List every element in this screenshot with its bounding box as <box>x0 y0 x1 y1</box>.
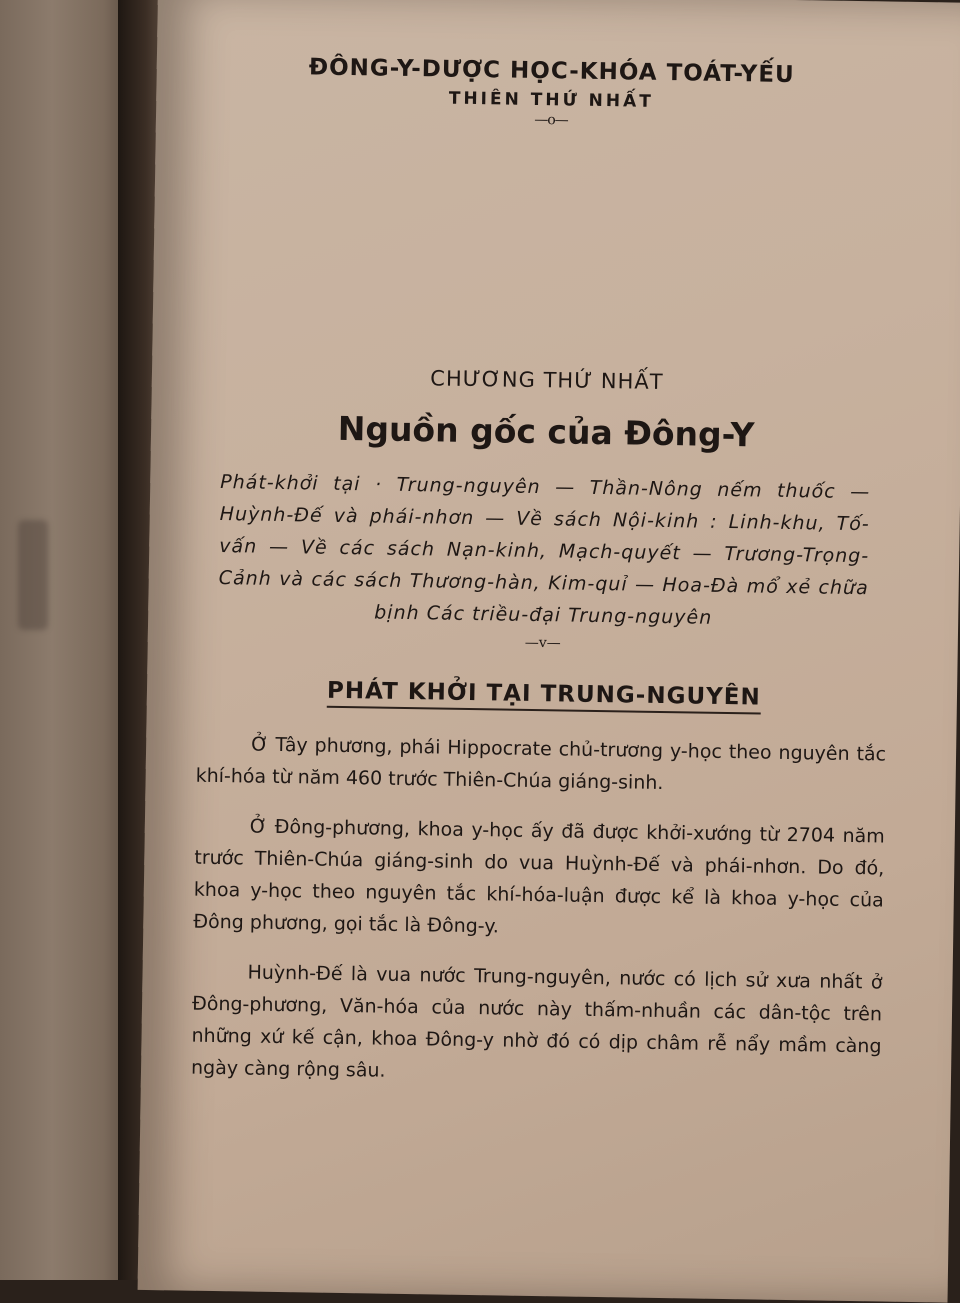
left-page-ink-bleed <box>18 520 48 630</box>
header-ornament: —o— <box>534 111 568 129</box>
chapter-title: Nguồn gốc của Đông-Y <box>337 408 755 455</box>
part-title: THIÊN THỨ NHẤT <box>448 88 654 112</box>
book-page <box>138 0 960 1303</box>
section-heading: PHÁT KHỞI TẠI TRUNG-NGUYÊN <box>327 678 761 715</box>
chapter-summary: Phát-khởi tại · Trung-nguyên — Thần-Nông nếm thuốc — Huỳnh-Đế và phái-nhơn — Về sách Nội-kinh : Linh-khu, Tố-vấn — Về các sách Nạn-kinh, Mạch-quyết — Trương-Trọng-Cảnh và các sách Thương-hàn, Kim-quỉ — Hoa-Đà mổ xẻ chữa bịnh Các triều-đại Trung-nguyên <box>218 471 871 629</box>
paragraph-3: Huỳnh-Đế là vua nước Trung-nguyên, nước có lịch sử xưa nhất ở Đông-phương, Văn-hóa của nước này thấm-nhuần các dân-tộc trên những xứ kế cận, khoa Đông-y nhờ đó có dịp châm rễ nẩy mầm càng ngày càng rộng sâu. <box>190 961 883 1082</box>
page-content <box>190 53 887 1094</box>
paragraph-2: Ở Đông-phương, khoa y-học ấy đã được khởi-xướng từ 2704 năm trước Thiên-Chúa giáng-sinh do vua Huỳnh-Đế và phái-nhơn. Do đó, khoa y-học theo nguyên tắc khí-hóa-luận được kể là khoa y-học của Đông phương, gọi tắc là Đông-y. <box>193 815 885 938</box>
chapter-label: CHƯƠNG THỨ NHẤT <box>430 366 664 394</box>
running-header: ĐÔNG-Y-DƯỢC HỌC-KHÓA TOÁT-YẾU <box>308 54 795 89</box>
summary-ornament: —v— <box>524 634 561 652</box>
left-page-edge <box>0 0 130 1280</box>
paragraph-1: Ở Tây phương, phái Hippocrate chủ-trương y-học theo nguyên tắc khí-hóa từ năm 460 trước Thiên-Chúa giáng-sinh. <box>195 733 887 795</box>
